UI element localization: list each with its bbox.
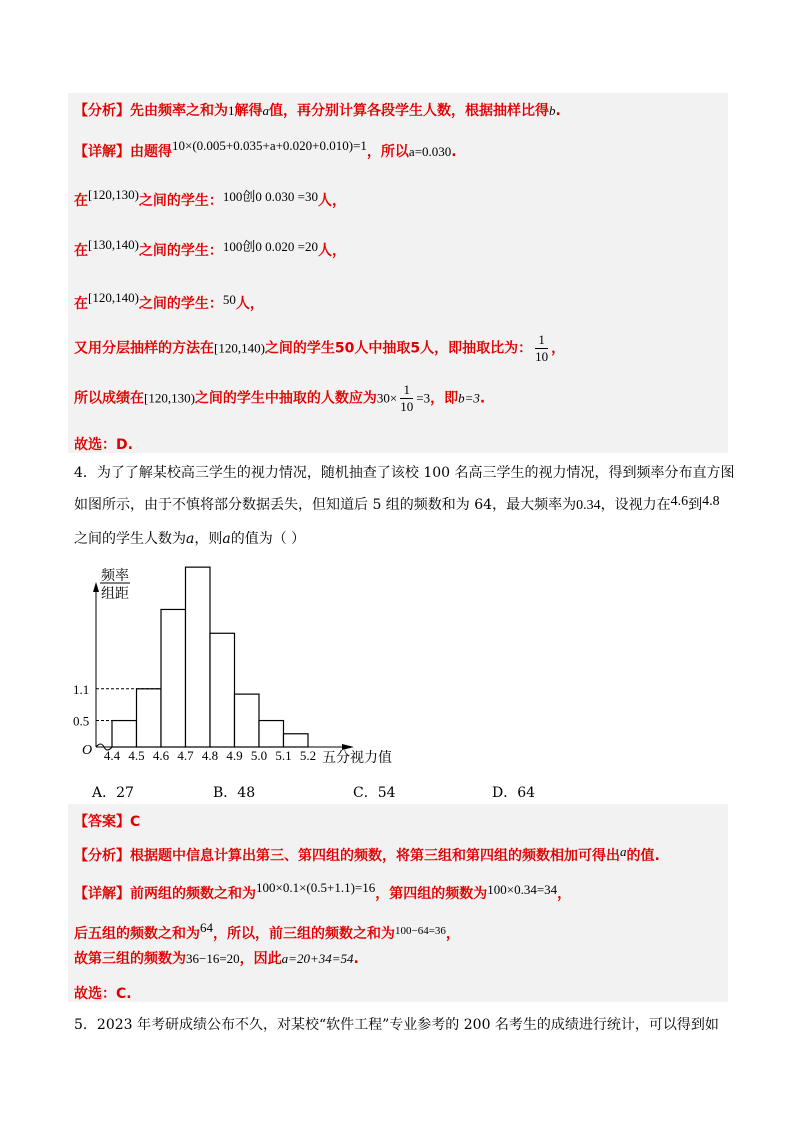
x-tick-label: 4.8	[201, 748, 219, 763]
origin-label: O	[82, 743, 93, 758]
answer-analysis-line: 【分析】根据题中信息计算出第三、第四组的频数，将第三组和第四组的频数相加可得出a的值.	[74, 844, 660, 864]
question-line-1: 4．为了了解某校高三学生的视力情况，随机抽查了该校 100 名高三学生的视力情况，得到频率分布直方图	[74, 465, 735, 481]
y-axis-arrow	[93, 582, 99, 592]
answer-line-3: 后五组的频数之和为64，所以，前三组的频数之和为$^{100-64=36}$，	[74, 920, 460, 942]
fraction: $\frac{1}{10}$	[400, 382, 414, 414]
x-tick-label: 5.0	[250, 748, 268, 763]
solution-block-answer	[68, 804, 728, 1002]
x-tick-label: 5.2	[299, 748, 317, 763]
answer-detail-line: 【详解】前两组的频数之和为100×0.1×(0.5+1.1)=16，第四组的频数为100×0.34=34，	[74, 880, 572, 902]
x-tick-label: 4.6	[152, 748, 170, 763]
answer-tag: 【答案】	[74, 814, 130, 830]
histogram-bar-4.9-5.0	[235, 694, 260, 747]
y-axis-label-bottom: 组距	[101, 587, 129, 602]
detail-tag: 【详解】	[74, 144, 130, 160]
answer-value: C	[130, 814, 141, 830]
histogram-bar-4.6-4.7	[161, 609, 186, 747]
answer-line	[74, 811, 140, 831]
option-a[interactable]: A．27	[92, 785, 134, 801]
x-axis-label: 五分视力值	[322, 751, 392, 766]
prev-line-120-130: 在[120,130)之间的学生：100创0 0.030 =30人，	[74, 187, 347, 209]
question-line-3: 之间的学生人数为a，则a的值为（ ）	[74, 531, 306, 547]
histogram-bar-5.0-5.1	[259, 721, 284, 747]
answer-choose: 故选：C.	[74, 986, 132, 1002]
histogram-bar-5.1-5.2	[284, 734, 309, 747]
prev-choose: 故选：D.	[74, 437, 133, 453]
prev-analysis-line: 【分析】先由频率之和为1解得a值，再分别计算各段学生人数，根据抽样比得b.	[74, 103, 561, 119]
histogram-bar-4.7-4.8	[186, 567, 211, 747]
question-line-2: 如图所示，由于不慎将部分数据丢失，但知道后 5 组的频数和为 64，最大频率为0.34，设视力在4.6到4.8	[74, 494, 720, 513]
option-c[interactable]: C．54	[353, 785, 396, 801]
option-d[interactable]: D．64	[492, 785, 536, 801]
x-tick-label: 4.5	[128, 748, 145, 763]
option-b[interactable]: B．48	[213, 785, 256, 801]
next-question-line-1: 5．2023 年考研成绩公布不久，对某校“软件工程”专业参考的 200 名考生的成绩进行统计，可以得到如	[74, 1017, 719, 1033]
prev-line-120-140: 在[120,140)之间的学生：50人，	[74, 290, 264, 312]
x-tick-label: 4.7	[177, 748, 194, 763]
answer-line-4: 故第三组的频数为36−16=20，因此a=20+34=54.	[74, 951, 359, 967]
x-tick-label: 4.9	[226, 748, 243, 763]
x-tick-label: 5.1	[275, 748, 292, 763]
y-tick-label: 0.5	[73, 713, 90, 729]
histogram-bar-4.4-4.5	[112, 721, 137, 747]
y-tick-label: 1.1	[73, 681, 90, 697]
prev-line-130-140: 在[130,140)之间的学生：100创0 0.020 =20人，	[74, 237, 347, 259]
histogram-bar-4.5-4.6	[137, 689, 162, 747]
frequency-histogram	[70, 562, 430, 772]
y-axis-label-top: 频率	[101, 569, 129, 584]
prev-line-sampling: 又用分层抽样的方法在[120,140)之间的学生50人中抽取5人，即抽取比为： $\frac{1}{10}$ ，	[74, 332, 566, 364]
prev-detail-line: 【详解】由题得10×(0.005+0.035+a+0.020+0.010)=1，所以a=0.030.	[74, 138, 457, 160]
prev-line-result: 所以成绩在[120,130)之间的学生中抽取的人数应为30× $\frac{1}{10}$ =3，即b=3.	[74, 382, 486, 414]
x-axis-arrow	[342, 744, 354, 750]
analysis-tag: 【分析】	[74, 103, 130, 119]
histogram-bar-4.8-4.9	[210, 633, 235, 747]
fraction: $\frac{1}{10}$	[535, 332, 549, 364]
x-tick-label: 4.4	[103, 748, 121, 763]
